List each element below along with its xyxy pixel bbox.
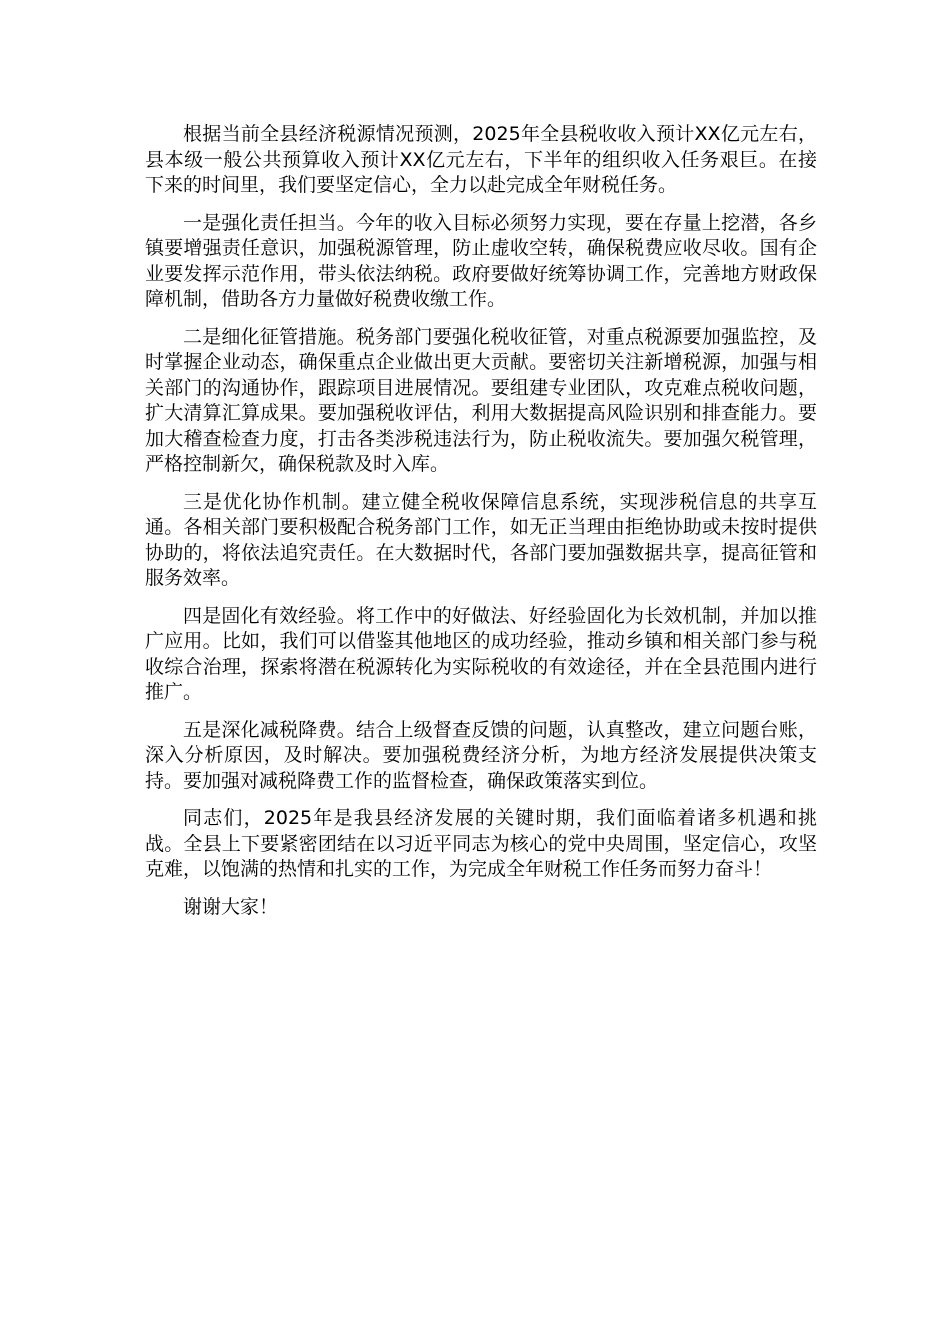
paragraph-thanks: 谢谢大家！: [183, 895, 279, 918]
paragraph-cooperation: 三是优化协作机制。建立健全税收保障信息系统，实现涉税信息的共享互通。各相关部门要积极配合税务部门工作，如无正当理由拒绝协助或未按时提供协助的，将依法追究责任。在大数据时代，各部门要加强数据共享，提高征管和服务效率。: [145, 490, 817, 589]
paragraph-experience: 四是固化有效经验。将工作中的好做法、好经验固化为长效机制，并加以推广应用。比如，我们可以借鉴其他地区的成功经验，推动乡镇和相关部门参与税收综合治理，探索将潜在税源转化为实际税收的有效途径，并在全县范围内进行推广。: [145, 604, 817, 703]
paragraph-closing: 同志们，2025年是我县经济发展的关键时期，我们面临着诸多机遇和挑战。全县上下要紧密团结在以习近平同志为核心的党中央周围，坚定信心，攻坚克难，以饱满的热情和扎实的工作，为完成全年财税工作任务而努力奋斗！: [145, 807, 817, 880]
paragraph-intro: 根据当前全县经济税源情况预测，2025年全县税收收入预计XX亿元左右，县本级一般公共预算收入预计XX亿元左右，下半年的组织收入任务艰巨。在接下来的时间里，我们要坚定信心，全力以赴完成全年财税任务。: [145, 123, 817, 196]
document-body: [145, 122, 817, 932]
paragraph-responsibility: 一是强化责任担当。今年的收入目标必须努力实现，要在存量上挖潜，各乡镇要增强责任意识，加强税源管理，防止虚收空转，确保税费应收尽收。国有企业要发挥示范作用，带头依法纳税。政府要做好统筹协调工作，完善地方财政保障机制，借助各方力量做好税费收缴工作。: [145, 211, 817, 310]
paragraph-tax-reduction: 五是深化减税降费。结合上级督查反馈的问题，认真整改，建立问题台账，深入分析原因，及时解决。要加强税费经济分析，为地方经济发展提供决策支持。要加强对减税降费工作的监督检查，确保政策落实到位。: [145, 718, 817, 792]
paragraph-collection-measures: 二是细化征管措施。税务部门要强化税收征管，对重点税源要加强监控，及时掌握企业动态，确保重点企业做出更大贡献。要密切关注新增税源，加强与相关部门的沟通协作，跟踪项目进展情况。要组建专业团队，攻克难点税收问题，扩大清算汇算成果。要加强税收评估，利用大数据提高风险识别和排查能力。要加大稽查检查力度，打击各类涉税违法行为，防止税收流失。要加强欠税管理，严格控制新欠，确保税款及时入库。: [145, 325, 817, 475]
